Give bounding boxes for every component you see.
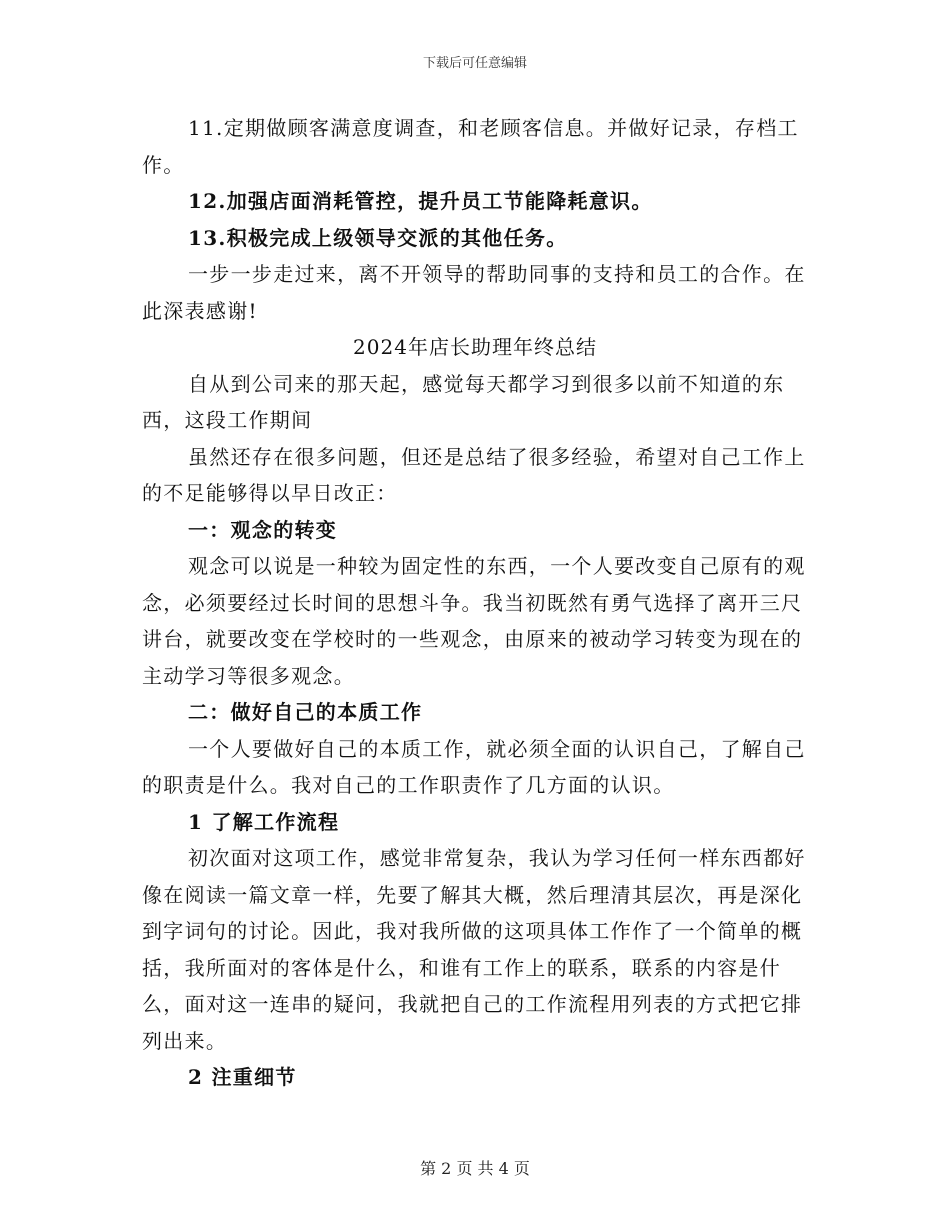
subsection-heading-2: 2 注重细节 <box>188 1065 297 1089</box>
page-footer: 第 2 页 共 4 页 <box>420 1159 530 1178</box>
paragraph-thanks: 一步一步走过来，离不开领导的帮助同事的支持和员工的合作。在此深表感谢! <box>142 262 806 323</box>
paragraph-item-11: 11.定期做顾客满意度调查，和老顾客信息。并做好记录，存档工作。 <box>142 116 799 177</box>
section-heading-2: 二：做好自己的本质工作 <box>188 700 423 724</box>
subsection-heading-1: 1 了解工作流程 <box>188 809 340 834</box>
paragraph-item-12: 12.加强店面消耗管控，提升员工节能降耗意识。 <box>188 189 653 213</box>
document-title: 2024年店长助理年终总结 <box>353 335 597 359</box>
document-body <box>142 110 808 1096</box>
page-header: 下载后可任意编辑 <box>422 56 527 71</box>
section-heading-1: 一：观念的转变 <box>188 517 338 542</box>
paragraph-intro: 自从到公司来的那天起，感觉每天都学习到很多以前不知道的东西，这段工作期间 <box>142 371 785 432</box>
paragraph-intro-2: 虽然还存在很多问题，但还是总结了很多经验，希望对自己工作上的不足能够得以早日改正： <box>142 444 806 505</box>
paragraph-section-1: 观念可以说是一种较为固定性的东西，一个人要改变自己原有的观念，必须要经过长时间的思想斗争。我当初既然有勇气选择了离开三尺讲台，就要改变在学校时的一些观念，由原来的被动学习转变为现在的主动学习等很多观念。 <box>142 554 806 688</box>
paragraph-item-13: 13.积极完成上级领导交派的其他任务。 <box>188 225 568 250</box>
paragraph-subsection-1: 初次面对这项工作，感觉非常复杂，我认为学习任何一样东西都好像在阅读一篇文章一样，先要了解其大概，然后理清其层次，再是深化到字词句的讨论。因此，我对我所做的这项具体工作作了一个简单的概括，我所面对的客体是什么，和谁有工作上的联系，联系的内容是什么，面对这一连串的疑问，我就把自己的工作流程用列表的方式把它排列出来。 <box>142 846 806 1053</box>
paragraph-section-2: 一个人要做好自己的本质工作，就必须全面的认识自己，了解自己的职责是什么。我对自己的工作职责作了几方面的认识。 <box>142 736 806 797</box>
